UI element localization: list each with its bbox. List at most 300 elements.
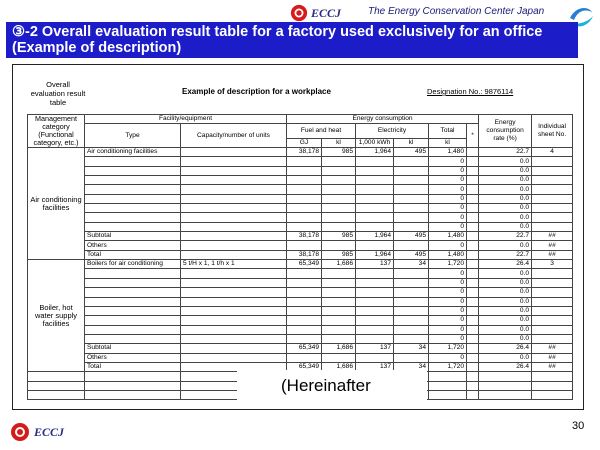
kwh-cell <box>356 297 394 306</box>
capacity-cell <box>181 148 287 157</box>
kl-cell <box>322 204 356 213</box>
evaluation-table <box>27 114 573 400</box>
hereinafter-callout: (Hereinafter <box>237 370 427 402</box>
header-logo <box>290 4 341 22</box>
total-cell: 1,480 <box>429 148 467 157</box>
kl-cell <box>322 269 356 278</box>
table-row <box>28 260 573 269</box>
star-cell <box>467 288 479 297</box>
total-cell: 0 <box>429 194 467 203</box>
capacity-cell <box>181 297 287 306</box>
table-cell <box>28 390 85 399</box>
table-cell <box>467 381 479 390</box>
table-row <box>28 185 573 194</box>
type-cell: Air conditioning facilities <box>85 148 181 157</box>
type-cell <box>85 222 181 231</box>
star-cell <box>467 148 479 157</box>
kwh-cell <box>356 316 394 325</box>
total-cell: 1,480 <box>429 232 467 241</box>
capacity-cell <box>181 353 287 362</box>
type-cell <box>85 176 181 185</box>
gj-cell <box>287 222 322 231</box>
kl-cell <box>322 194 356 203</box>
org-name: The Energy Conservation Center Japan <box>368 6 545 17</box>
rate-cell: 22.7 <box>479 148 532 157</box>
table-cell <box>28 372 85 381</box>
total-cell: 0 <box>429 297 467 306</box>
kl-cell <box>322 334 356 343</box>
kl2-cell <box>394 204 429 213</box>
kl2-cell: 495 <box>394 250 429 259</box>
type-cell <box>85 306 181 315</box>
kl2-cell <box>394 325 429 334</box>
gj-cell <box>287 166 322 175</box>
table-cell <box>467 390 479 399</box>
kl-cell <box>322 176 356 185</box>
star-cell <box>467 306 479 315</box>
type-cell <box>85 269 181 278</box>
kl-cell <box>322 157 356 166</box>
kl-cell <box>322 297 356 306</box>
header-total: Total <box>429 124 467 139</box>
others-label: Others <box>85 353 181 362</box>
capacity-cell <box>181 269 287 278</box>
others-label: Others <box>85 241 181 250</box>
capacity-cell <box>181 185 287 194</box>
page-number: 30 <box>572 420 585 432</box>
star-cell <box>467 213 479 222</box>
kl-cell: 985 <box>322 232 356 241</box>
table-cell <box>85 372 181 381</box>
capacity-cell <box>181 316 287 325</box>
kwh-cell <box>356 222 394 231</box>
kl2-cell <box>394 185 429 194</box>
rate-cell: 0.0 <box>479 325 532 334</box>
kl2-cell <box>394 334 429 343</box>
sheet-cell <box>532 213 573 222</box>
rate-cell: 0.0 <box>479 297 532 306</box>
kl2-cell <box>394 157 429 166</box>
rate-cell: 0.0 <box>479 185 532 194</box>
rate-cell: 0.0 <box>479 269 532 278</box>
kwh-cell <box>356 204 394 213</box>
capacity-cell <box>181 344 287 353</box>
total-cell: 0 <box>429 213 467 222</box>
gj-cell: 38,178 <box>287 148 322 157</box>
gj-cell <box>287 306 322 315</box>
eccj-logo-icon <box>290 4 308 22</box>
capacity-cell <box>181 288 287 297</box>
rate-cell: 0.0 <box>479 288 532 297</box>
star-cell <box>467 222 479 231</box>
gj-cell <box>287 176 322 185</box>
total-cell: 0 <box>429 353 467 362</box>
total-cell: 1,720 <box>429 260 467 269</box>
star-cell <box>467 241 479 250</box>
total-cell: 0 <box>429 222 467 231</box>
gj-cell <box>287 157 322 166</box>
page-title <box>6 22 578 58</box>
table-row <box>28 288 573 297</box>
kl-cell <box>322 241 356 250</box>
capacity-cell <box>181 213 287 222</box>
table-cell <box>532 381 573 390</box>
type-cell <box>85 297 181 306</box>
category-cell: Air conditioning facilities <box>28 148 85 260</box>
sheet-cell <box>532 185 573 194</box>
rate-cell: 0.0 <box>479 213 532 222</box>
header-electricity: Electricity <box>356 124 429 139</box>
kl2-cell: 495 <box>394 232 429 241</box>
title-line-1: ③-2 Overall evaluation result table for a factory used exclusively for an office <box>12 24 543 40</box>
total-cell: 0 <box>429 288 467 297</box>
kl-cell <box>322 185 356 194</box>
kl2-cell: 34 <box>394 260 429 269</box>
star-cell <box>467 166 479 175</box>
table-cell <box>479 372 532 381</box>
category-cell: Boiler, hot water supply facilities <box>28 260 85 372</box>
footer-logo <box>10 422 64 442</box>
gj-cell <box>287 353 322 362</box>
header-gj: GJ <box>287 139 322 148</box>
kwh-cell: 137 <box>356 344 394 353</box>
kwh-cell <box>356 213 394 222</box>
sheet-cell: 4 <box>532 148 573 157</box>
rate-cell: 0.0 <box>479 316 532 325</box>
capacity-cell <box>181 222 287 231</box>
rate-cell: 0.0 <box>479 241 532 250</box>
table-cell <box>479 381 532 390</box>
star-cell <box>467 316 479 325</box>
workplace-title: Example of description for a workplace <box>182 87 331 96</box>
star-cell <box>467 260 479 269</box>
kwh-cell: 137 <box>356 362 394 371</box>
capacity-cell <box>181 157 287 166</box>
kwh-cell <box>356 353 394 362</box>
total-label: Total <box>85 250 181 259</box>
star-cell <box>467 185 479 194</box>
sheet-cell: ## <box>532 250 573 259</box>
header-kl3: kl <box>429 139 467 148</box>
capacity-cell <box>181 176 287 185</box>
sheet-cell: ## <box>532 344 573 353</box>
table-row <box>28 316 573 325</box>
type-cell: Boilers for air conditioning <box>85 260 181 269</box>
gj-cell <box>287 185 322 194</box>
kl-cell: 1,686 <box>322 260 356 269</box>
gj-cell: 65,349 <box>287 260 322 269</box>
header-kl: kl <box>322 139 356 148</box>
subtotal-row <box>28 344 573 353</box>
table-cell <box>85 390 181 399</box>
gj-cell <box>287 325 322 334</box>
capacity-cell <box>181 166 287 175</box>
gj-cell: 65,349 <box>287 344 322 353</box>
capacity-cell: 5 t/H x 1, 1 t/h x 1 <box>181 260 287 269</box>
table-row <box>28 297 573 306</box>
kl-cell: 1,686 <box>322 362 356 371</box>
total-cell: 1,720 <box>429 362 467 371</box>
capacity-cell <box>181 250 287 259</box>
capacity-cell <box>181 325 287 334</box>
kl-cell <box>322 325 356 334</box>
kl-cell: 985 <box>322 250 356 259</box>
kwh-cell <box>356 306 394 315</box>
rate-cell: 0.0 <box>479 353 532 362</box>
sheet-cell: ## <box>532 353 573 362</box>
table-cell <box>532 390 573 399</box>
kl2-cell <box>394 316 429 325</box>
rate-cell: 0.0 <box>479 166 532 175</box>
type-cell <box>85 166 181 175</box>
kl2-cell: 495 <box>394 148 429 157</box>
gj-cell <box>287 213 322 222</box>
rate-cell: 26.4 <box>479 260 532 269</box>
table-cell <box>467 372 479 381</box>
total-cell: 0 <box>429 157 467 166</box>
kwh-cell: 1,964 <box>356 232 394 241</box>
kwh-cell: 1,964 <box>356 148 394 157</box>
subtotal-row <box>28 232 573 241</box>
kl2-cell <box>394 222 429 231</box>
kl-cell: 1,686 <box>322 344 356 353</box>
capacity-cell <box>181 278 287 287</box>
table-row <box>28 157 573 166</box>
table-row <box>28 306 573 315</box>
kl-cell <box>322 288 356 297</box>
header-sheet: Individual sheet No. <box>532 115 573 148</box>
star-cell <box>467 362 479 371</box>
sheet-cell <box>532 157 573 166</box>
gj-cell <box>287 334 322 343</box>
gj-cell <box>287 194 322 203</box>
total-cell: 0 <box>429 325 467 334</box>
total-cell: 0 <box>429 185 467 194</box>
type-cell <box>85 288 181 297</box>
kl2-cell <box>394 297 429 306</box>
eccj-footer-logo-icon <box>10 422 30 442</box>
total-cell: 0 <box>429 166 467 175</box>
capacity-cell <box>181 241 287 250</box>
header-capacity: Capacity/number of units <box>181 124 287 148</box>
kl2-cell <box>394 176 429 185</box>
sheet-cell <box>532 297 573 306</box>
kl2-cell <box>394 166 429 175</box>
star-cell <box>467 194 479 203</box>
type-cell <box>85 334 181 343</box>
sheet-cell <box>532 176 573 185</box>
table-row <box>28 166 573 175</box>
gj-cell <box>287 278 322 287</box>
kwh-cell <box>356 241 394 250</box>
header-fuel: Fuel and heat <box>287 124 356 139</box>
table-row <box>28 213 573 222</box>
header-energy: Energy consumption <box>287 115 479 124</box>
kl2-cell <box>394 278 429 287</box>
overall-evaluation-label: Overall evaluation result table <box>30 80 86 107</box>
table-row <box>28 325 573 334</box>
gj-cell <box>287 288 322 297</box>
total-cell: 0 <box>429 241 467 250</box>
table-row <box>28 148 573 157</box>
footer-logo-text: ECCJ <box>34 424 65 439</box>
kl2-cell <box>394 241 429 250</box>
gj-cell <box>287 316 322 325</box>
gj-cell: 38,178 <box>287 250 322 259</box>
kwh-cell <box>356 157 394 166</box>
rate-cell: 0.0 <box>479 306 532 315</box>
designation-number: Designation No.: 9876114 <box>427 87 514 96</box>
type-cell <box>85 185 181 194</box>
kl2-cell: 34 <box>394 362 429 371</box>
total-cell: 1,720 <box>429 344 467 353</box>
table-row <box>28 278 573 287</box>
table-cell <box>532 372 573 381</box>
total-label: Total <box>85 362 181 371</box>
header-rate: Energy consumption rate (%) <box>479 115 532 148</box>
capacity-cell <box>181 204 287 213</box>
rate-cell: 26.4 <box>479 344 532 353</box>
rate-cell: 0.0 <box>479 278 532 287</box>
total-row <box>28 250 573 259</box>
kwh-cell <box>356 185 394 194</box>
sheet-cell: ## <box>532 232 573 241</box>
rate-cell: 22.7 <box>479 250 532 259</box>
table-row <box>28 334 573 343</box>
kwh-cell: 137 <box>356 260 394 269</box>
capacity-cell <box>181 334 287 343</box>
title-line-2: (Example of description) <box>12 40 182 56</box>
type-cell <box>85 278 181 287</box>
sheet-cell <box>532 316 573 325</box>
type-cell <box>85 204 181 213</box>
type-cell <box>85 213 181 222</box>
sheet-cell <box>532 325 573 334</box>
kwh-cell <box>356 334 394 343</box>
rate-cell: 0.0 <box>479 176 532 185</box>
sheet-cell <box>532 194 573 203</box>
others-row <box>28 353 573 362</box>
header-mgmt: Management category (Functional category, etc.) <box>28 115 85 148</box>
table-row <box>28 269 573 278</box>
kl-cell <box>322 213 356 222</box>
kwh-cell <box>356 269 394 278</box>
gj-cell <box>287 297 322 306</box>
header-logo-text: ECCJ <box>311 5 342 20</box>
sheet-cell <box>532 166 573 175</box>
sheet-cell: ## <box>532 241 573 250</box>
kwh-cell <box>356 325 394 334</box>
star-cell <box>467 232 479 241</box>
star-cell <box>467 297 479 306</box>
table-row <box>28 176 573 185</box>
total-cell: 0 <box>429 204 467 213</box>
table-cell <box>429 390 467 399</box>
kl2-cell <box>394 353 429 362</box>
star-cell <box>467 334 479 343</box>
sheet-cell <box>532 204 573 213</box>
table-row <box>28 204 573 213</box>
kl2-cell <box>394 269 429 278</box>
rate-cell: 0.0 <box>479 334 532 343</box>
sheet-cell <box>532 334 573 343</box>
star-cell <box>467 325 479 334</box>
star-cell <box>467 204 479 213</box>
rate-cell: 0.0 <box>479 194 532 203</box>
capacity-cell <box>181 232 287 241</box>
star-cell <box>467 278 479 287</box>
others-row <box>28 241 573 250</box>
rate-cell: 0.0 <box>479 204 532 213</box>
sheet-cell <box>532 269 573 278</box>
header-star: * <box>467 124 479 148</box>
table-cell <box>28 381 85 390</box>
kwh-cell <box>356 194 394 203</box>
header-type: Type <box>85 124 181 148</box>
star-cell <box>467 353 479 362</box>
kwh-cell <box>356 278 394 287</box>
type-cell <box>85 316 181 325</box>
kl-cell <box>322 316 356 325</box>
kl-cell <box>322 166 356 175</box>
rate-cell: 0.0 <box>479 157 532 166</box>
capacity-cell <box>181 194 287 203</box>
gj-cell: 65,349 <box>287 362 322 371</box>
sheet-cell: ## <box>532 362 573 371</box>
kl-cell <box>322 222 356 231</box>
total-cell: 1,480 <box>429 250 467 259</box>
sheet-cell <box>532 222 573 231</box>
header-kwh: 1,000 kWh <box>356 139 394 148</box>
kl-cell <box>322 306 356 315</box>
star-cell <box>467 176 479 185</box>
star-cell <box>467 250 479 259</box>
gj-cell: 38,178 <box>287 232 322 241</box>
type-cell <box>85 194 181 203</box>
subtotal-label: Subtotal <box>85 232 181 241</box>
kl2-cell: 34 <box>394 344 429 353</box>
table-cell <box>85 381 181 390</box>
gj-cell <box>287 241 322 250</box>
table-row <box>28 222 573 231</box>
table-cell <box>429 372 467 381</box>
total-cell: 0 <box>429 334 467 343</box>
type-cell <box>85 325 181 334</box>
kl-cell <box>322 353 356 362</box>
total-cell: 0 <box>429 278 467 287</box>
kwh-cell <box>356 166 394 175</box>
star-cell <box>467 344 479 353</box>
gj-cell <box>287 204 322 213</box>
total-cell: 0 <box>429 306 467 315</box>
kl2-cell <box>394 288 429 297</box>
subtotal-label: Subtotal <box>85 344 181 353</box>
rate-cell: 22.7 <box>479 232 532 241</box>
kwh-cell <box>356 288 394 297</box>
star-cell <box>467 269 479 278</box>
header-facility: Facility/equipment <box>85 115 287 124</box>
type-cell <box>85 157 181 166</box>
kl2-cell <box>394 306 429 315</box>
kl-cell: 985 <box>322 148 356 157</box>
kwh-cell: 1,964 <box>356 250 394 259</box>
table-cell <box>429 381 467 390</box>
total-cell: 0 <box>429 176 467 185</box>
sheet-cell <box>532 306 573 315</box>
kwh-cell <box>356 176 394 185</box>
gj-cell <box>287 269 322 278</box>
header-kl2: kl <box>394 139 429 148</box>
